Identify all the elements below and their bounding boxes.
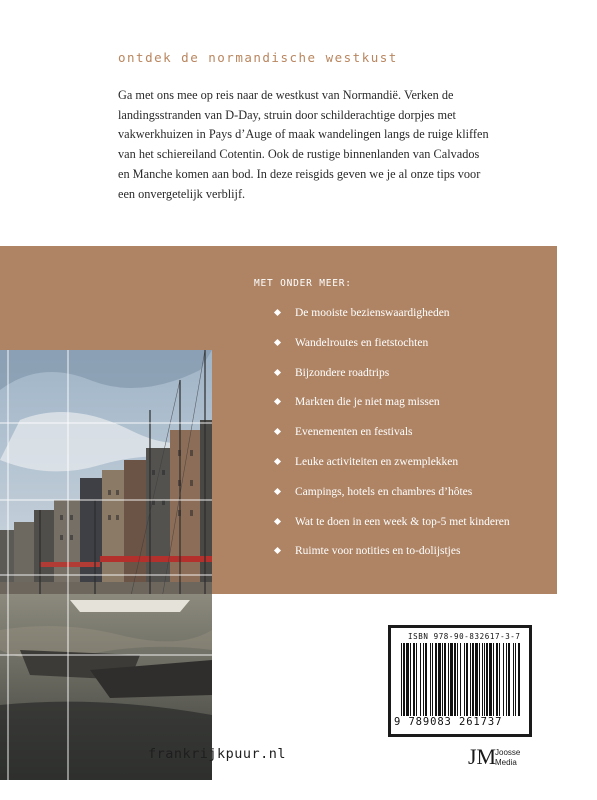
diamond-bullet-icon xyxy=(274,458,281,465)
diamond-bullet-icon xyxy=(274,488,281,495)
feature-item-label: Evenementen en festivals xyxy=(295,426,413,439)
barcode-bars xyxy=(401,643,521,716)
publisher-name xyxy=(495,748,520,768)
barcode-bar xyxy=(518,643,520,716)
barcode-bar xyxy=(482,643,483,716)
barcode-bar xyxy=(506,643,507,716)
diamond-bullet-icon xyxy=(274,518,281,525)
barcode-bar xyxy=(423,643,424,716)
barcode-bar xyxy=(416,643,417,716)
feature-item-label: Markten die je niet mag missen xyxy=(295,396,440,409)
barcode-bar xyxy=(489,643,492,716)
barcode-bar xyxy=(425,643,427,716)
barcode-bar xyxy=(508,643,510,716)
barcode-bar xyxy=(448,643,449,716)
barcode-bar xyxy=(470,643,471,716)
publisher-name-line2: Media xyxy=(495,758,517,767)
barcode-bar xyxy=(450,643,453,716)
feature-item-label: Wandelroutes en fietstochten xyxy=(295,336,429,349)
feature-item-label: Campings, hotels en chambres d’hôtes xyxy=(295,485,473,498)
feature-item xyxy=(275,455,510,485)
barcode-bar xyxy=(401,643,402,716)
barcode-bar xyxy=(493,643,494,716)
diamond-bullet-icon xyxy=(274,428,281,435)
feature-item-label: Bijzondere roadtrips xyxy=(295,366,390,379)
intro-paragraph: Ga met ons mee op reis naar de westkust van Normandië. Verken de landingsstranden van D-Day, struin door schilderachtige dorpjes met vakwerkhuizen in Pays d’Auge of maak wandelingen langs de ruige kliffen van het schiereiland Cotentin. Ook de rustige binnenlanden van Calvados en Manche komen aan bod. In deze reisgids geven we je al onze tips voor een onvergetelijk verblijf. xyxy=(118,88,489,201)
barcode-bar xyxy=(413,643,415,716)
barcode-bar xyxy=(486,643,488,716)
barcode-bar xyxy=(432,643,433,716)
feature-item-label: Ruimte voor notities en to-dolijstjes xyxy=(295,545,461,558)
barcode-bar xyxy=(444,643,446,716)
barcode-bar xyxy=(457,643,458,716)
barcode-bar xyxy=(435,643,437,716)
feature-item xyxy=(275,485,510,515)
barcode-bar xyxy=(479,643,480,716)
barcode-bar xyxy=(513,643,514,716)
diamond-bullet-icon xyxy=(274,369,281,376)
publisher-name-line1: Joosse xyxy=(495,748,521,757)
feature-item xyxy=(275,395,510,425)
barcode-bar xyxy=(460,643,461,716)
feature-item xyxy=(275,515,510,545)
barcode-bar xyxy=(430,643,431,716)
diamond-bullet-icon xyxy=(274,309,281,316)
feature-list-title: MET ONDER MEER: xyxy=(254,278,352,289)
publisher-mark: JM xyxy=(468,744,497,769)
publisher-logo xyxy=(468,744,528,774)
diamond-bullet-icon xyxy=(274,339,281,346)
barcode-bar xyxy=(420,643,421,716)
barcode-bar xyxy=(475,643,478,716)
feature-item xyxy=(275,306,510,336)
barcode-bar xyxy=(442,643,443,716)
barcode-bar xyxy=(410,643,411,716)
barcode-bar xyxy=(454,643,456,716)
feature-list xyxy=(275,306,510,574)
barcode-bar xyxy=(438,643,441,716)
barcode-bar xyxy=(503,643,504,716)
barcode-bar xyxy=(484,643,485,716)
harbor-photo xyxy=(0,350,212,780)
barcode-bar xyxy=(496,643,498,716)
barcode-bar xyxy=(466,643,468,716)
barcode-bar xyxy=(472,643,474,716)
feature-item-label: De mooiste bezienswaardigheden xyxy=(295,307,450,319)
barcode-panel xyxy=(388,625,532,737)
barcode-bar xyxy=(406,643,409,716)
feature-item-label: Wat te doen in een week & top-5 met kinderen xyxy=(295,515,510,528)
barcode-bar xyxy=(499,643,500,716)
diamond-bullet-icon xyxy=(274,547,281,554)
feature-item-label: Leuke activiteiten en zwemplekken xyxy=(295,455,459,468)
barcode-bar xyxy=(515,643,516,716)
feature-item xyxy=(275,425,510,455)
feature-item xyxy=(275,366,510,396)
website-url: frankrijkpuur.nl xyxy=(148,746,287,762)
feature-item xyxy=(275,544,510,574)
isbn-label: ISBN 978-90-832617-3-7 xyxy=(408,632,521,641)
section-heading: ontdek de normandische westkust xyxy=(118,50,398,65)
feature-item xyxy=(275,336,510,366)
barcode-bar xyxy=(403,643,405,716)
barcode-bar xyxy=(464,643,465,716)
diamond-bullet-icon xyxy=(274,398,281,405)
ean-digits: 9 789083 261737 xyxy=(394,716,503,728)
